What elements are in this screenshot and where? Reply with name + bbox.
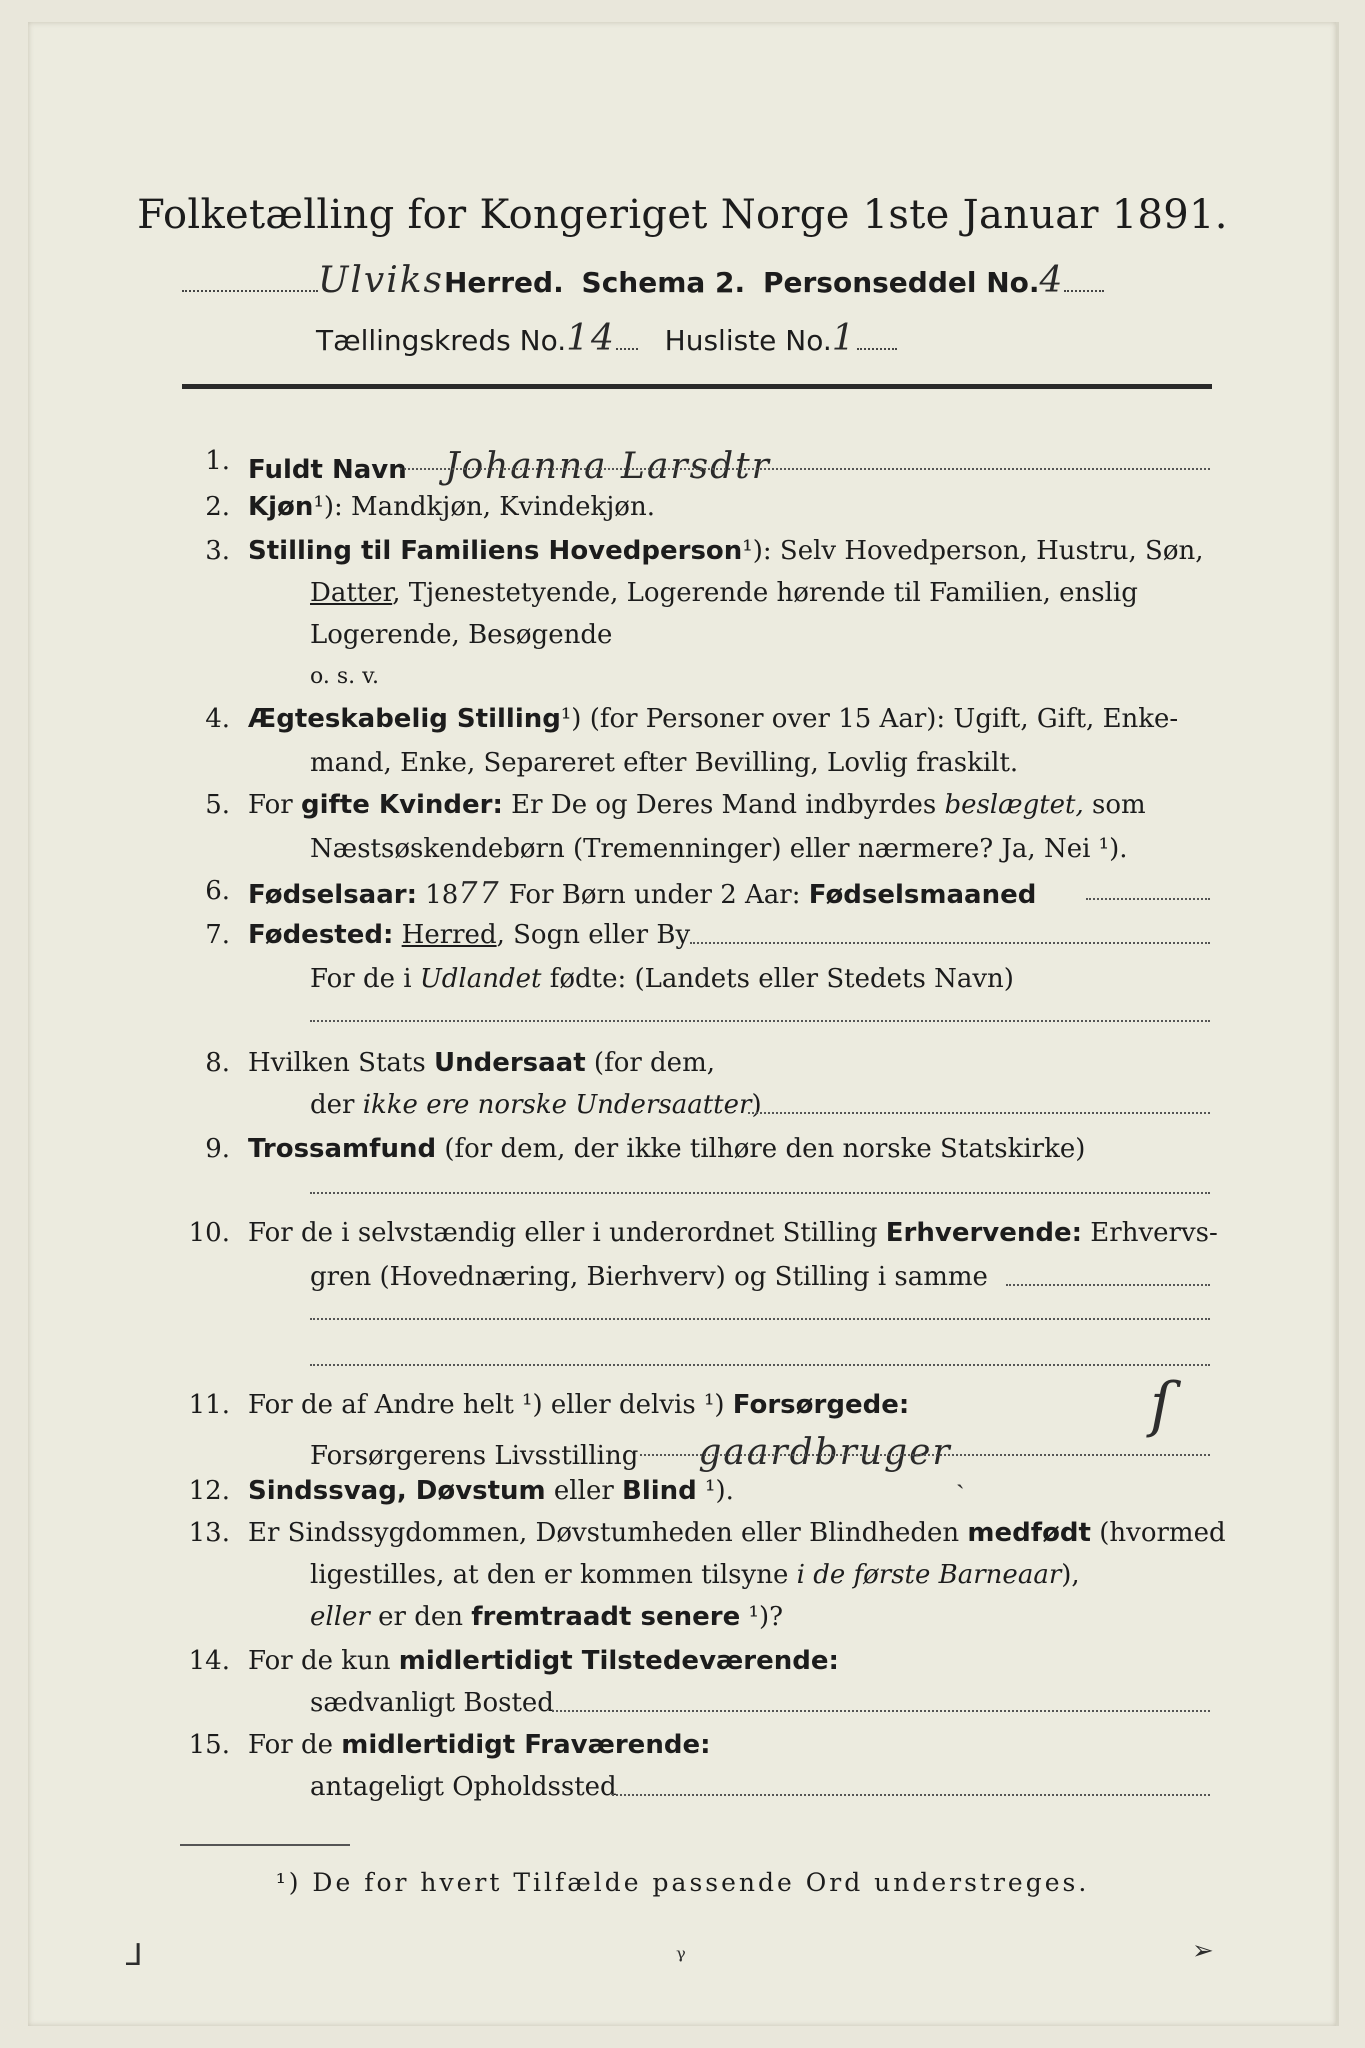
- item-text-post: (hvormed: [1090, 1518, 1226, 1548]
- item-text: [248, 920, 690, 950]
- item-text-post: (for dem,: [585, 1048, 715, 1078]
- item-text: [248, 1730, 710, 1760]
- item-label: Erhvervende:: [885, 1218, 1083, 1248]
- header-rule: [182, 384, 1212, 389]
- item-text-pre: 18: [417, 880, 459, 910]
- item-label: Forsørgede:: [732, 1390, 910, 1420]
- item-text-pre: er den: [369, 1602, 472, 1632]
- item-text-post: Erhvervs-: [1082, 1218, 1218, 1248]
- item-text: [248, 1048, 715, 1078]
- answer-line: [400, 468, 1210, 470]
- item-text: [248, 1476, 734, 1506]
- item-text: [310, 1090, 762, 1120]
- corner-mark: ➢: [1192, 1936, 1214, 1966]
- item-text-pre: For de: [248, 1730, 342, 1760]
- item-number: 1.: [205, 446, 230, 476]
- item-number: 13.: [188, 1518, 230, 1548]
- item-text: [310, 964, 1014, 994]
- item-label: Stilling til Familiens Hovedperson: [248, 536, 743, 566]
- item-number: 4.: [205, 704, 230, 734]
- personseddel-label: Personseddel No.: [762, 266, 1040, 299]
- italic-text: Udlandet: [419, 964, 542, 994]
- item-number: 12.: [188, 1476, 230, 1506]
- herred-line: [182, 260, 1104, 301]
- item-label: Fuldt Navn: [248, 455, 407, 485]
- form-title: Folketælling for Kongeriget Norge 1ste Januar 1891.: [137, 192, 1228, 238]
- dotted-leader: [857, 330, 897, 350]
- item-text-post: ¹)?: [740, 1602, 784, 1632]
- item-text-pre: For: [248, 790, 301, 820]
- dotted-leader: [616, 330, 638, 350]
- husliste-number: 1: [831, 318, 857, 359]
- item-text: gren (Hovednæring, Bierhverv) og Stilling i samme: [310, 1262, 988, 1292]
- item-text-post: ),: [1061, 1560, 1080, 1590]
- item-label: midlertidigt Tilstedeværende:: [398, 1646, 839, 1676]
- item-options: , Tjenestetyende, Logerende hørende til Familien, enslig: [392, 578, 1138, 608]
- item-number: 10.: [188, 1218, 230, 1248]
- italic-text: eller: [310, 1602, 370, 1632]
- kreds-label: Tællingskreds No.: [316, 324, 567, 357]
- item-options: , Sogn eller By: [496, 920, 691, 950]
- item-text: [248, 704, 1178, 734]
- item-text-pre: For de af Andre helt ¹) eller delvis ¹): [248, 1390, 733, 1420]
- item-label: Fødselsmaaned: [808, 880, 1037, 910]
- item-text-pre: der: [310, 1090, 363, 1120]
- item-label: Fødested:: [248, 920, 394, 950]
- underlined-option: Datter: [310, 578, 393, 608]
- schema-label: Schema 2.: [581, 266, 746, 299]
- herred-label: Herred.: [444, 266, 564, 299]
- full-name-value: Johanna Larsdtr: [445, 446, 771, 487]
- item-text: [248, 1218, 1218, 1248]
- item-text-post: ¹).: [696, 1476, 734, 1506]
- item-text: o. s. v.: [310, 664, 379, 689]
- item-text: [310, 578, 1138, 608]
- item-text: [248, 876, 1036, 911]
- item-text: Logerende, Besøgende: [310, 620, 613, 650]
- footnote: ¹) De for hvert Tilfælde passende Ord understreges.: [275, 1868, 1090, 1897]
- husliste-label: Husliste No.: [664, 324, 832, 357]
- item-label: fremtraadt senere: [471, 1602, 741, 1632]
- kreds-line: [316, 318, 897, 359]
- answer-line: [310, 1020, 1210, 1022]
- item-label: Sindssvag, Døvstum: [248, 1476, 546, 1506]
- kreds-number: 14: [566, 318, 616, 359]
- answer-line: [748, 1112, 1210, 1114]
- item-label: Ægteskabelig Stilling: [248, 704, 561, 734]
- item-number: 9.: [205, 1134, 230, 1164]
- item-text-post: som: [1083, 790, 1146, 820]
- item-text: antageligt Opholdssted: [310, 1772, 617, 1802]
- italic-text: beslægtet,: [944, 790, 1084, 820]
- item-text: [248, 446, 771, 487]
- item-label-text: Forsørgerens Livsstilling: [310, 1441, 639, 1471]
- item-number: 15.: [188, 1730, 230, 1760]
- answer-line: [552, 1710, 1210, 1712]
- dotted-leader: [1064, 272, 1104, 292]
- item-label: Blind: [622, 1476, 697, 1506]
- item-number: 7.: [205, 920, 230, 950]
- item-number: 5.: [205, 790, 230, 820]
- item-options: Er De og Deres Mand indbyrdes: [502, 790, 945, 820]
- footnote-rule: [180, 1844, 350, 1846]
- item-options: For Børn under 2 Aar:: [500, 880, 809, 910]
- item-text-post: fødte: (Landets eller Stedets Navn): [541, 964, 1014, 994]
- dotted-leader: [182, 272, 318, 292]
- personseddel-number: 4: [1039, 260, 1065, 301]
- item-text: [248, 536, 1204, 566]
- item-options: eller: [545, 1476, 623, 1506]
- corner-mark: ⅃: [126, 1938, 143, 1973]
- item-text: [248, 790, 1146, 820]
- item-text-post: ): [751, 1090, 762, 1120]
- item-number: 14.: [188, 1646, 230, 1676]
- item-text-pre: For de i selvstændig eller i underordnet Stilling: [248, 1218, 886, 1248]
- birth-year-value: 77: [458, 876, 501, 911]
- item-text: mand, Enke, Separeret efter Bevilling, Lovlig fraskilt.: [310, 748, 1019, 778]
- answer-line: [1006, 1284, 1210, 1286]
- pen-tick: ˏ: [956, 1460, 965, 1490]
- item-text-pre: ligestilles, at den er kommen tilsyne: [310, 1560, 797, 1590]
- answer-line: [690, 942, 1210, 944]
- item-number: 2.: [205, 492, 230, 522]
- answer-line: [310, 1364, 1210, 1366]
- center-mark: ᵞ: [676, 1944, 686, 1974]
- item-options: ¹) (for Personer over 15 Aar): Ugift, Gift, Enke-: [560, 704, 1179, 734]
- item-number: 11.: [188, 1390, 230, 1420]
- item-text: [248, 492, 655, 522]
- answer-line: [640, 1454, 1210, 1456]
- item-text: [310, 1560, 1080, 1590]
- item-label: Undersaat: [433, 1048, 586, 1078]
- item-label: medfødt: [967, 1518, 1091, 1548]
- provider-occupation-value: gaardbruger: [698, 1432, 952, 1473]
- answer-line: [310, 1192, 1210, 1194]
- answer-line: [310, 1318, 1210, 1320]
- item-label: gifte Kvinder:: [300, 790, 503, 820]
- item-text-pre: For de kun: [248, 1646, 399, 1676]
- item-text: [248, 1518, 1226, 1548]
- item-options: ¹): Selv Hovedperson, Hustru, Søn,: [742, 536, 1204, 566]
- italic-text: i de første Barneaar: [796, 1560, 1062, 1590]
- item-number: 3.: [205, 536, 230, 566]
- item-label: Kjøn: [248, 492, 314, 522]
- item-text: [248, 1646, 839, 1676]
- item-text: [310, 1602, 783, 1632]
- answer-line: [1086, 898, 1210, 900]
- italic-text: ikke ere norske Undersaatter: [362, 1090, 752, 1120]
- item-text: [248, 1390, 909, 1420]
- item-text-pre: Hvilken Stats: [248, 1048, 434, 1078]
- item-text: [248, 1134, 1085, 1164]
- item-options: (for dem, der ikke tilhøre den norske Statskirke): [436, 1134, 1086, 1164]
- item-text: Næstsøskendebørn (Tremenninger) eller nærmere? Ja, Nei ¹).: [310, 834, 1128, 864]
- item-number: 6.: [205, 876, 230, 906]
- answer-line: [612, 1794, 1210, 1796]
- item-number: 8.: [205, 1048, 230, 1078]
- herred-name: Ulviks: [318, 260, 444, 301]
- item-text: sædvanligt Bosted: [310, 1688, 554, 1718]
- underlined-option: Herred: [401, 920, 497, 950]
- item-label: Trossamfund: [248, 1134, 437, 1164]
- item-label: Fødselsaar:: [248, 880, 417, 910]
- item-text-pre: For de i: [310, 964, 420, 994]
- item-label: midlertidigt Fraværende:: [341, 1730, 711, 1760]
- item-text: [310, 1432, 952, 1473]
- handwritten-mark: ſ: [1150, 1370, 1173, 1440]
- item-options: ¹): Mandkjøn, Kvindekjøn.: [313, 492, 655, 522]
- item-text-pre: Er Sindssygdommen, Døvstumheden eller Blindheden: [248, 1518, 968, 1548]
